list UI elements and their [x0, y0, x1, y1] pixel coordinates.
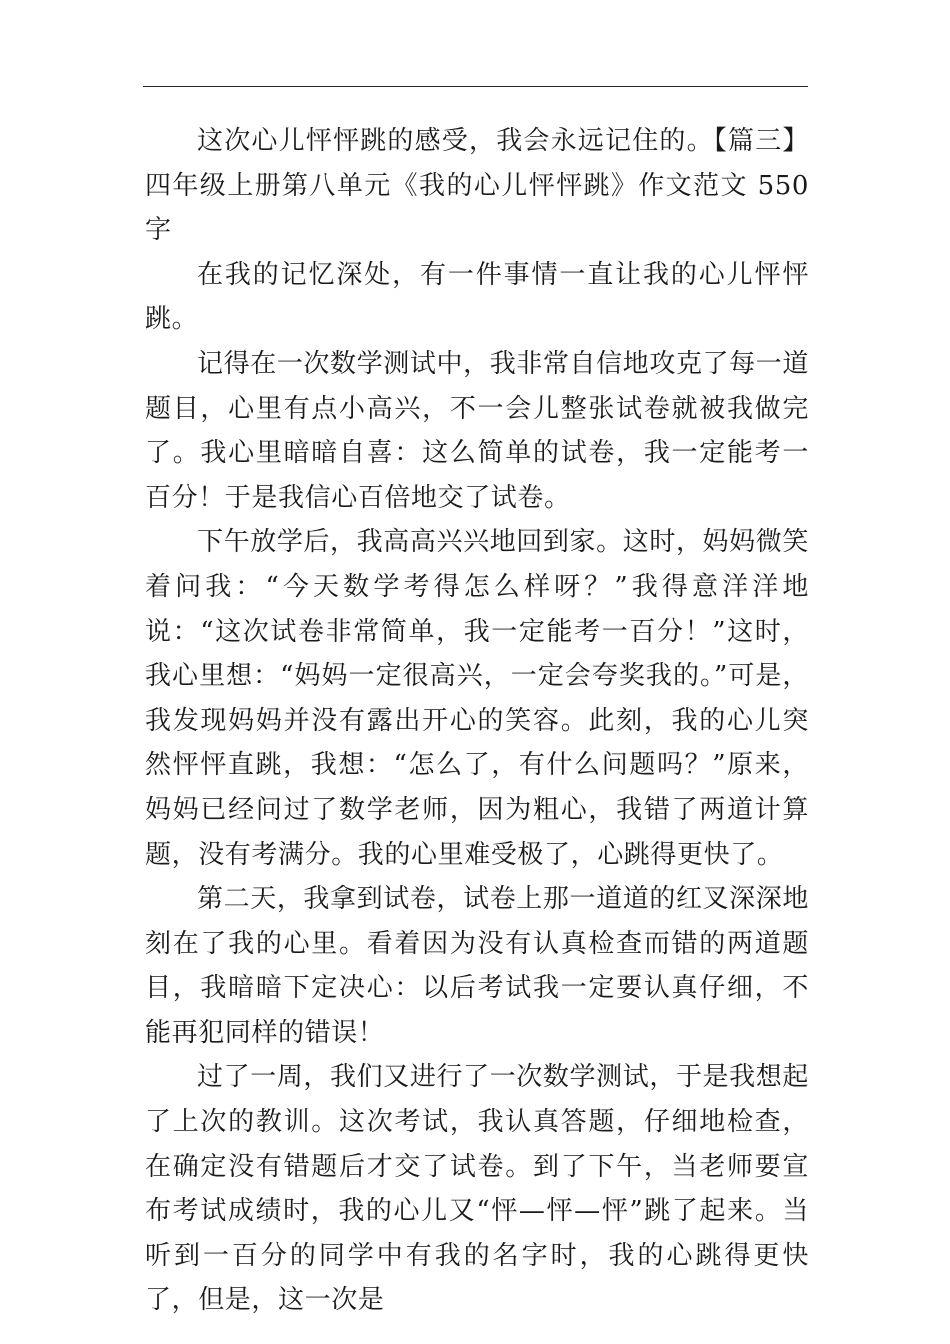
paragraph: 记得在一次数学测试中，我非常自信地攻克了每一道题目，心里有点小高兴，不一会儿整张试卷就被我做完了。我心里暗暗自喜：这么简单的试卷，我一定能考一百分！于是我信心百倍地交了试卷。 [145, 348, 809, 513]
paragraph: 过了一周，我们又进行了一次数学测试，于是我想起了上次的教训。这次考试，我认真答题，仔细地检查，在确定没有错题后才交了试卷。到了下午，当老师要宣布考试成绩时，我的心儿又“怦—怦—怦”跳了起来。当听到一百分的同学中有我的名字时，我的心跳得更快了，但是，这一次是 [145, 1062, 809, 1316]
paragraph: 在我的记忆深处，有一件事情一直让我的心儿怦怦跳。 [145, 259, 809, 335]
header-rule [143, 86, 808, 87]
paragraph: 这次心儿怦怦跳的感受，我会永远记住的。【篇三】四年级上册第八单元《我的心儿怦怦跳》作文范文 550 字 [145, 126, 809, 246]
paragraph: 第二天，我拿到试卷，试卷上那一道道的红叉深深地刻在了我的心里。看着因为没有认真检查而错的两道题目，我暗暗下定决心：以后考试我一定要认真仔细，不能再犯同样的错误！ [145, 884, 809, 1048]
paragraph: 下午放学后，我高高兴兴地回到家。这时，妈妈微笑着问我：“今天数学考得怎么样呀？”我得意洋洋地说：“这次试卷非常简单，我一定能考一百分！”这时，我心里想：“妈妈一定很高兴，一定会夸奖我的。”可是，我发现妈妈并没有露出开心的笑容。此刻，我的心儿突然怦怦直跳，我想：“怎么了，有什么问题吗？”原来，妈妈已经问过了数学老师，因为粗心，我错了两道计算题，没有考满分。我的心里难受极了，心跳得更快了。 [145, 527, 809, 870]
body-text [145, 119, 809, 1323]
